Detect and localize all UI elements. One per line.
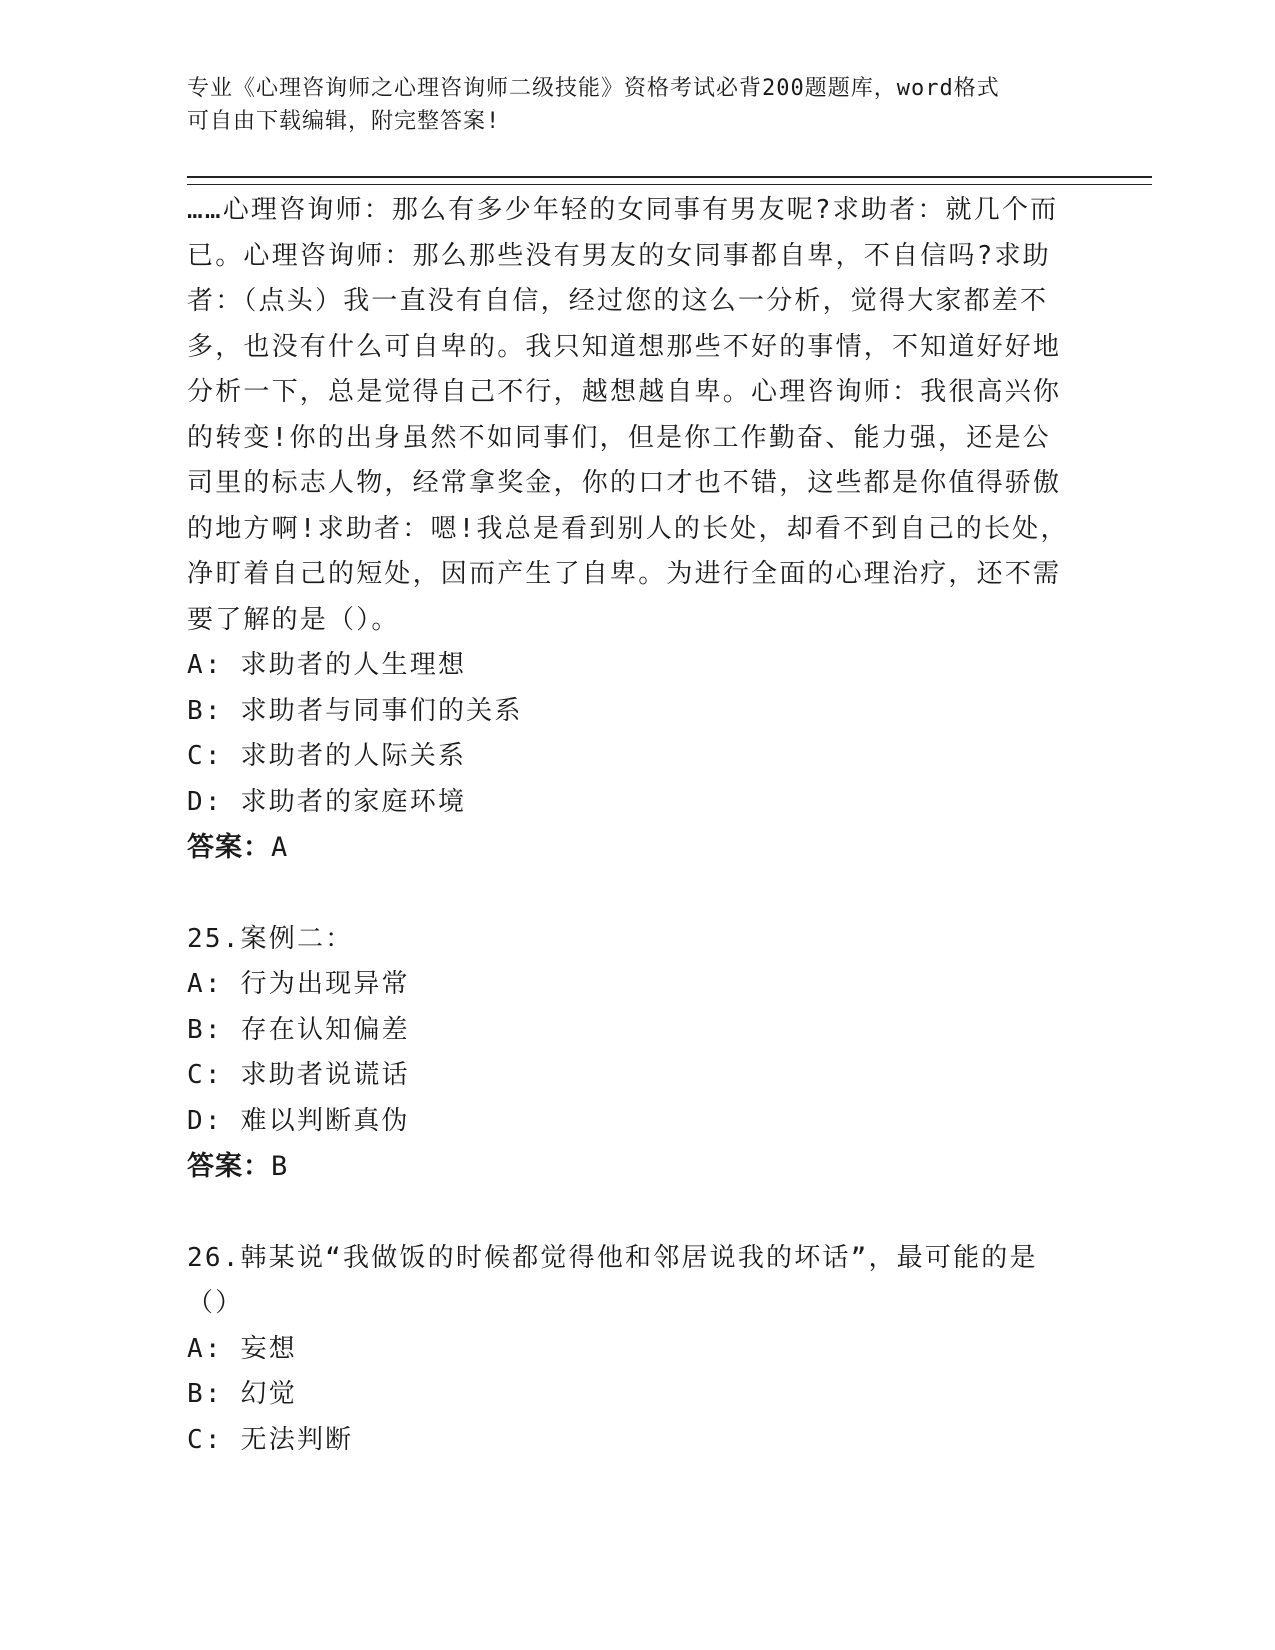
question-24-option-d: D: 求助者的家庭环境 [187, 786, 467, 817]
question-24-stem: ……心理咨询师：那么有多少年轻的女同事有男友呢?求助者：就几个而已。心理咨询师：那么那些没有男友的女同事都自卑，不自信吗?求助者：（点头）我一直没有自信，经过您的这么一分析，觉得大家都差不多，也没有什么可自卑的。我只知道想那些不好的事情，不知道好好地分析一下，总是觉得自己不行，越想越自卑。心理咨询师：我很高兴你的转变!你的出身虽然不如同事们，但是你工作勤奋、能力强，还是公司里的标志人物，经常拿奖金，你的口才也不错，这些都是你值得骄傲的地方啊!求助者：嗯!我总是看到别人的长处，却看不到自己的长处，净盯着自己的短处，因而产生了自卑。为进行全面的心理治疗，还不需要了解的是（）。 [187, 195, 1069, 635]
question-26-stem: 26.韩某说“我做饭的时候都觉得他和邻居说我的坏话”，最可能的是（） [187, 1242, 1038, 1318]
page-header [187, 72, 1067, 138]
answer-value: A [271, 832, 289, 863]
question-26-option-a: A: 妄想 [187, 1333, 297, 1364]
spacer [187, 1190, 1087, 1236]
question-24-answer [187, 825, 1087, 871]
question-content [187, 188, 1087, 1463]
question-26-option-b: B: 幻觉 [187, 1379, 297, 1409]
question-24-option-b: B: 求助者与同事们的关系 [187, 695, 523, 726]
answer-label: 答案： [187, 832, 271, 863]
question-26-option-c: C: 无法判断 [187, 1424, 354, 1455]
header-line-2: 可自由下载编辑，附完整答案! [187, 109, 501, 134]
answer-value: B [271, 1151, 289, 1182]
header-line-1: 专业《心理咨询师之心理咨询师二级技能》资格考试必背200题题库，word格式 [187, 76, 1000, 101]
question-25-option-d: D: 难以判断真伪 [187, 1105, 410, 1136]
question-25-answer [187, 1144, 1087, 1190]
question-24-option-a: A: 求助者的人生理想 [187, 650, 467, 680]
question-25-stem: 25.案例二： [187, 923, 354, 954]
answer-label: 答案： [187, 1151, 271, 1182]
question-24-option-c: C: 求助者的人际关系 [187, 741, 467, 771]
question-25-option-a: A: 行为出现异常 [187, 969, 410, 999]
question-25-option-c: C: 求助者说谎话 [187, 1060, 410, 1090]
question-25-option-b: B: 存在认知偏差 [187, 1014, 410, 1045]
spacer [187, 871, 1087, 917]
header-rule [187, 176, 1152, 185]
